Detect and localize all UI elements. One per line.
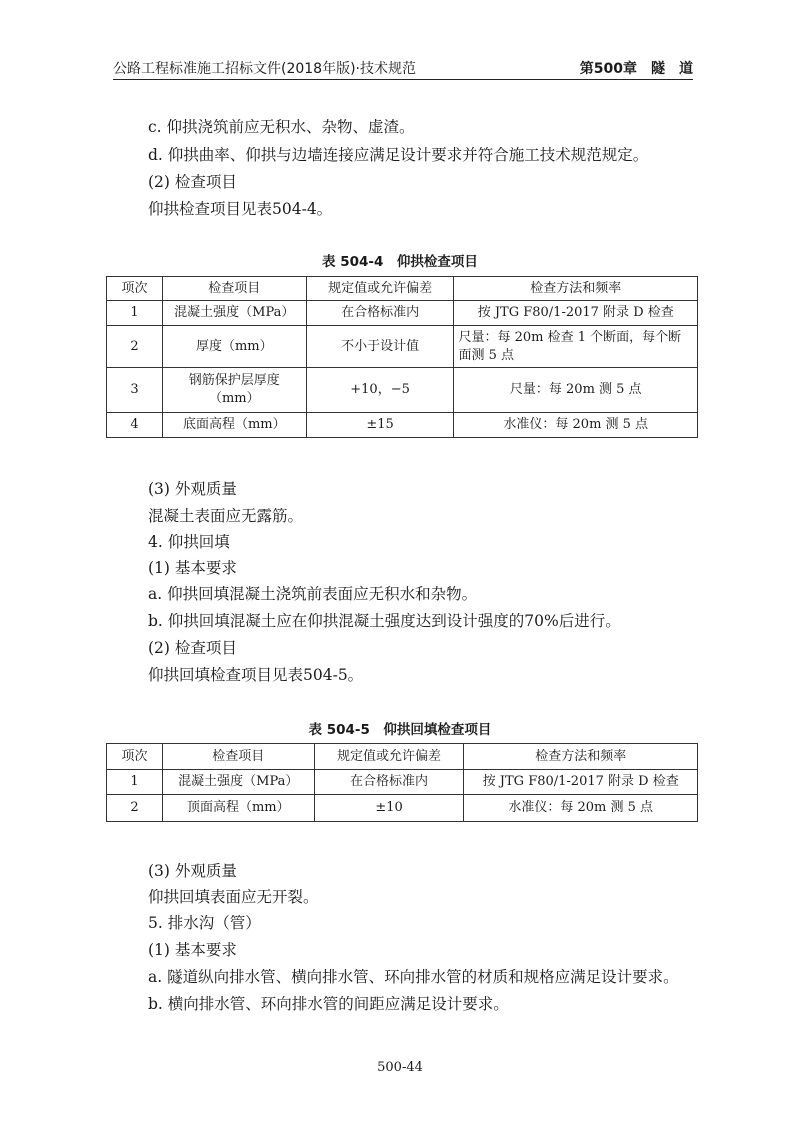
table-cell: 在合格标准内 [306,301,454,326]
table-cell: 尺量：每 20m 检查 1 个断面，每个断面测 5 点 [454,326,698,368]
table-cell: 4 [107,413,163,438]
header-title: 公路工程标准施工招标文件(2018年版)·技术规范 [113,61,417,77]
table-cell: 顶面高程（mm） [162,795,314,822]
paragraph: (1) 基本要求 [148,941,237,959]
paragraph: a. 仰拱回填混凝土浇筑前表面应无积水和杂物。 [148,585,478,603]
paragraph: 仰拱回填检查项目见表504-5。 [148,666,364,684]
paragraph: 仰拱检查项目见表504-4。 [148,200,333,218]
table-cell: 3 [107,368,163,413]
table-cell: 2 [107,795,163,822]
paragraph: (3) 外观质量 [148,862,237,880]
table-cell: 水准仪：每 20m 测 5 点 [454,413,698,438]
table-cell: 不小于设计值 [306,326,454,368]
table-cell: 水准仪：每 20m 测 5 点 [464,795,698,822]
table-header-cell: 项次 [107,277,163,301]
table-cell: 混凝土强度（MPa） [162,770,314,795]
table-header-cell: 规定值或允许偏差 [306,277,454,301]
paragraph: (1) 基本要求 [148,559,237,577]
paragraph: d. 仰拱曲率、仰拱与边墙连接应满足设计要求并符合施工技术规范规定。 [148,146,649,164]
table-cell: 2 [107,326,163,368]
header-chapter: 第500章 隧 道 [579,61,693,77]
paragraph: (2) 检查项目 [148,639,237,657]
table-cell: +10，−5 [306,368,454,413]
table-row [107,326,698,368]
table-cell: 在合格标准内 [314,770,464,795]
table-header-cell: 项次 [107,744,163,770]
paragraph: b. 仰拱回填混凝土应在仰拱混凝土强度达到设计强度的70%后进行。 [148,612,621,630]
table-row [107,301,698,326]
table-cell: 底面高程（mm） [162,413,306,438]
table-header-cell: 检查方法和频率 [454,277,698,301]
table-header-cell: 检查方法和频率 [464,744,698,770]
table-caption: 表 504-4 仰拱检查项目 [322,254,478,270]
paragraph: 仰拱回填表面应无开裂。 [148,888,319,906]
table-header-cell: 检查项目 [162,277,306,301]
paragraph: 混凝土表面应无露筋。 [148,507,304,525]
table-header-cell: 检查项目 [162,744,314,770]
table-row [107,770,698,795]
page-number: 500-44 [377,1060,423,1075]
paragraph: c. 仰拱浇筑前应无积水、杂物、虚渣。 [148,118,415,136]
table-504-4 [106,276,698,438]
table-header-cell: 规定值或允许偏差 [314,744,464,770]
table-row [107,795,698,822]
paragraph: (2) 检查项目 [148,173,237,191]
table-caption: 表 504-5 仰拱回填检查项目 [308,722,492,738]
paragraph: a. 隧道纵向排水管、横向排水管、环向排水管的材质和规格应满足设计要求。 [148,968,679,986]
paragraph: 5. 排水沟（管） [148,914,261,932]
paragraph: (3) 外观质量 [148,480,237,498]
table-cell: ±15 [306,413,454,438]
running-header [113,52,693,80]
table-header-row [107,744,698,770]
table-504-5 [106,743,698,822]
table-header-row [107,277,698,301]
table-cell: 1 [107,301,163,326]
table-cell: 按 JTG F80/1-2017 附录 D 检查 [454,301,698,326]
table-cell: 1 [107,770,163,795]
table-cell: 混凝土强度（MPa） [162,301,306,326]
table-row [107,413,698,438]
paragraph: 4. 仰拱回填 [148,533,230,551]
header-rule [113,79,693,80]
table-cell: 钢筋保护层厚度（mm） [162,368,306,413]
paragraph: b. 横向排水管、环向排水管的间距应满足设计要求。 [148,995,509,1013]
table-cell: 厚度（mm） [162,326,306,368]
table-cell: 尺量：每 20m 测 5 点 [454,368,698,413]
table-row [107,368,698,413]
table-cell: ±10 [314,795,464,822]
table-cell: 按 JTG F80/1-2017 附录 D 检查 [464,770,698,795]
